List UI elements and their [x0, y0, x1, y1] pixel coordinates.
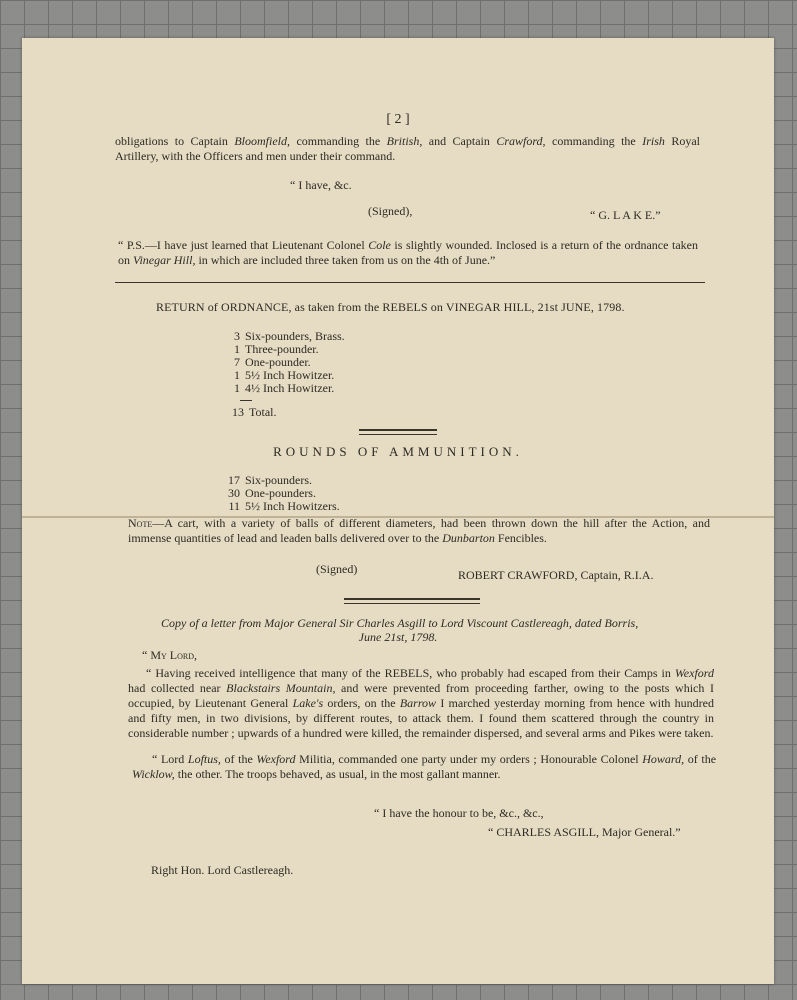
letter-date: June 21st, 1798.: [358, 630, 438, 644]
letter-paragraph-2: “ Lord Loftus, of the Wexford Militia, commanded one party under my orders ; Honourable Colonel Howard, of the Wicklow, the other. The troops behaved, as usual, in the most gallant manner.: [132, 752, 717, 781]
opening-paragraph: obligations to Captain Bloomfield, commanding the British, and Captain Crawford, commanding the Irish Royal Artillery, with the Officers and men under their command.: [115, 134, 700, 163]
ordnance-item: 1 4½ Inch Howitzer.: [234, 381, 335, 395]
ornamental-rule: [359, 429, 437, 435]
addressee: Right Hon. Lord Castlereagh.: [151, 863, 294, 877]
letter-paragraph-1: “ Having received intelligence that many of the REBELS, who probably had escaped from their Camps in Wexford had collected near Blackstairs Mountain, and were prevented from proceeding farther, owing to the posts which I occupied, by Lieutenant General Lake's orders, on the Barrow I marched yesterday morning from hence with hundred and fifty men, in two divisions, by different routes, to attack them. I found them scattered through the country in considerable number ; upwards of a hundred were killed, the remainder dispersed, and several arms and Pikes were taken.: [128, 666, 714, 740]
ordnance-item: 3 Six-pounders, Brass.: [234, 329, 345, 343]
rounds-item: 11 5½ Inch Howitzers.: [228, 499, 340, 513]
ordnance-heading: RETURN of ORDNANCE, as taken from the REBELS on VINEGAR HILL, 21st JUNE, 1798.: [156, 300, 625, 314]
rounds-heading: ROUNDS OF AMMUNITION.: [273, 444, 523, 459]
postscript-paragraph: “ P.S.—I have just learned that Lieutenant Colonel Cole is slightly wounded. Inclosed is a return of the ordnance taken on Vinegar Hill, in which are included three taken from us on the 4th of June.”: [118, 238, 698, 267]
ordnance-item: 7 One-pounder.: [234, 355, 311, 369]
total-rule: [240, 400, 252, 401]
note-paragraph: Note—A cart, with a variety of balls of different diameters, had been thrown down the hill after the Action, and immense quantities of lead and leaden balls delivered over to the Dunbarton Fencibles.: [128, 516, 710, 545]
rounds-item: 17 Six-pounders.: [228, 473, 312, 487]
rounds-item: 30 One-pounders.: [228, 486, 316, 500]
ordnance-item: 1 5½ Inch Howitzer.: [234, 368, 335, 382]
ordnance-item: 1 Three-pounder.: [234, 342, 319, 356]
ornamental-rule: [344, 598, 480, 604]
document-page: [22, 38, 774, 984]
lake-signature: “ G. L A K E.”: [590, 208, 661, 222]
crawford-signature: ROBERT CRAWFORD, Captain, R.I.A.: [458, 568, 654, 582]
signed-label-lake: (Signed),: [368, 204, 413, 218]
letter-heading: Copy of a letter from Major General Sir Charles Asgill to Lord Viscount Castlereagh, dated Borris,: [161, 616, 639, 630]
section-divider: [115, 282, 705, 283]
i-have-line: “ I have, &c.: [290, 178, 352, 192]
signed-label-crawford: (Signed): [316, 562, 358, 576]
salutation: “ My Lord,: [142, 648, 197, 662]
ordnance-list: [224, 330, 345, 395]
asgill-signature: “ CHARLES ASGILL, Major General.”: [488, 825, 681, 839]
ordnance-total: 13 Total.: [232, 405, 277, 419]
page-number: [ 2 ]: [386, 112, 410, 127]
rounds-list: [220, 474, 340, 513]
closing-line: “ I have the honour to be, &c., &c.,: [374, 806, 544, 820]
